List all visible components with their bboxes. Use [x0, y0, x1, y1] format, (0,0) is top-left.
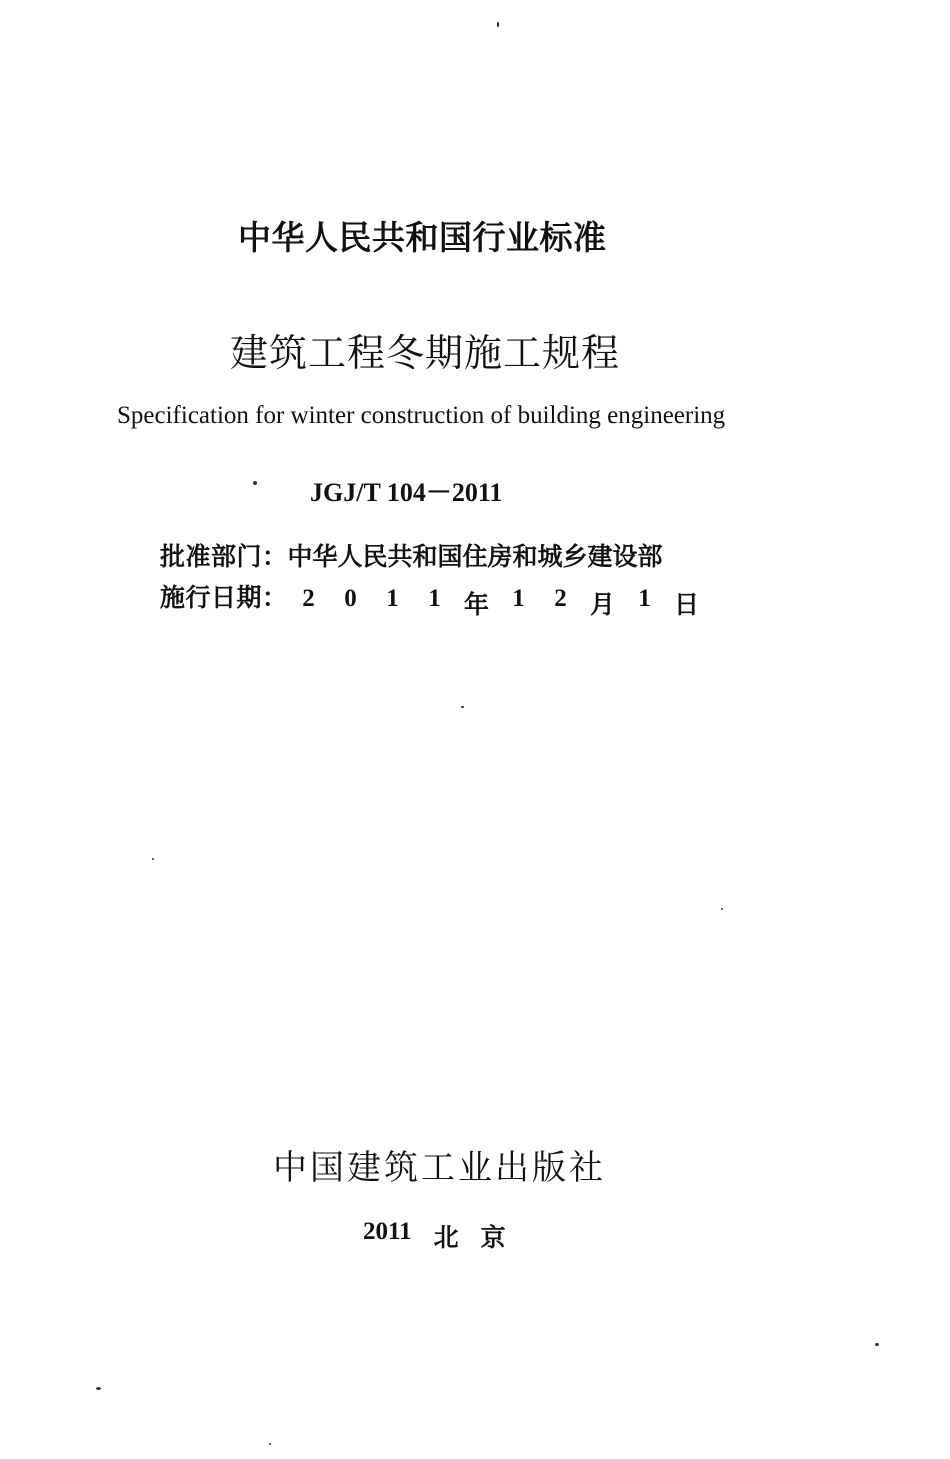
date-char: 0: [344, 585, 357, 612]
scan-speck: [152, 858, 154, 860]
document-title: 建筑工程冬期施工规程: [230, 331, 621, 375]
date-char: 1: [428, 585, 441, 612]
date-char: 2: [302, 585, 315, 612]
approval-row: [160, 537, 663, 573]
publication-year: 2011: [363, 1218, 412, 1245]
effective-date-value: [288, 585, 708, 621]
publication-city-char: 北: [433, 1223, 459, 1252]
publisher-name: 中国建筑工业出版社: [273, 1148, 606, 1188]
standard-code: JGJ/T 104－2011: [310, 478, 503, 507]
date-char: 1: [512, 585, 525, 612]
publication-city-char: 京: [480, 1223, 506, 1252]
scan-speck: [497, 22, 499, 27]
approval-value: 中华人民共和国住房和城乡建设部: [287, 542, 663, 571]
english-title: Specification for winter construction of building engineering: [117, 402, 726, 429]
date-char: 1: [638, 585, 651, 612]
publication-place-year: [363, 1218, 506, 1254]
approval-label: 批准部门：: [160, 542, 288, 571]
standard-category: 中华人民共和国行业标准: [238, 218, 607, 257]
date-char: 日: [674, 590, 700, 619]
scan-speck: [721, 908, 723, 910]
date-char: 1: [386, 585, 399, 612]
scan-speck: [875, 1343, 879, 1346]
effective-date-row: [160, 578, 708, 621]
date-char: 年: [464, 590, 490, 619]
effective-date-label: 施行日期：: [160, 583, 288, 612]
date-char: 2: [554, 585, 567, 612]
scan-speck: [269, 1443, 271, 1445]
date-char: 月: [590, 590, 616, 619]
scan-speck: [461, 706, 464, 708]
scan-speck: [96, 1387, 101, 1390]
scan-speck: [253, 481, 257, 485]
